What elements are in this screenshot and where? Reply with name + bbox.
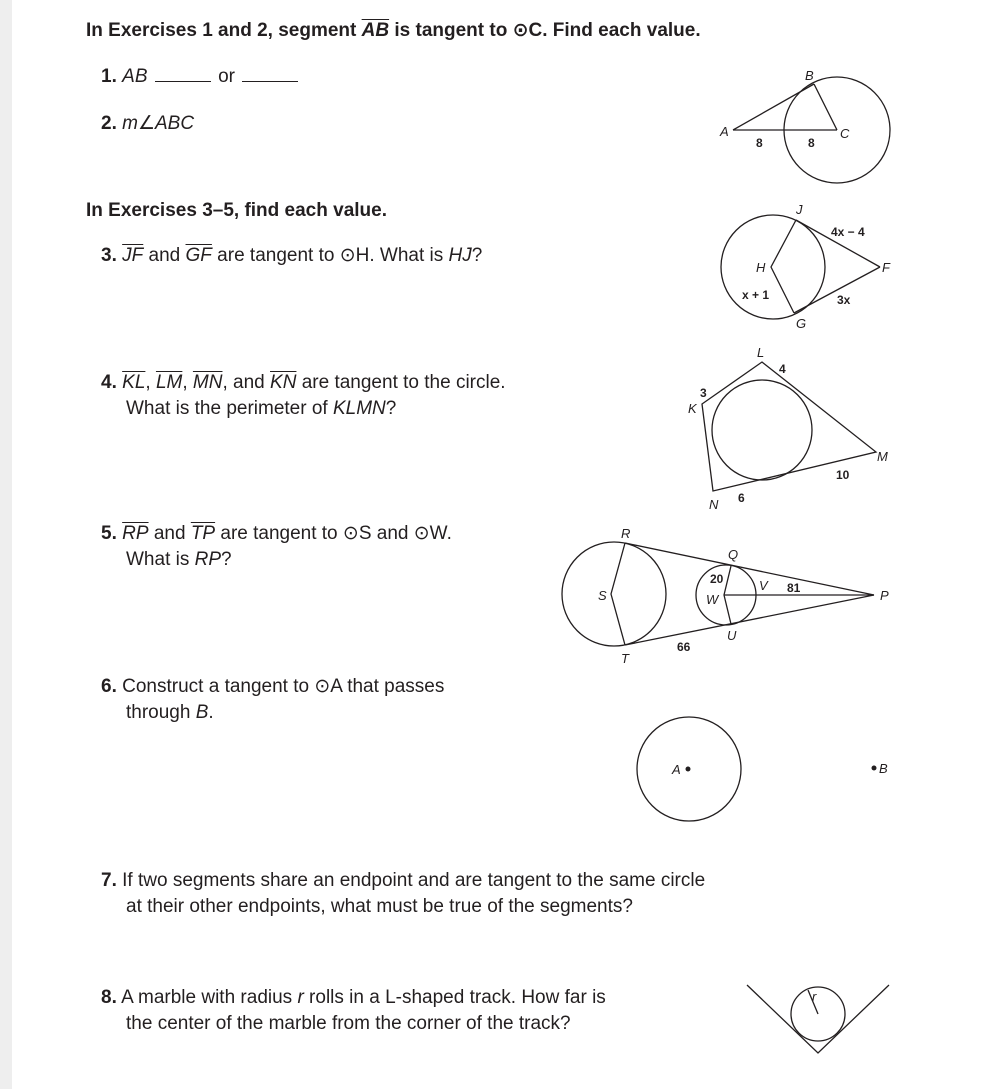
label-k: K [688, 401, 697, 416]
header-text: In Exercises 1 and 2, segment [86, 20, 362, 41]
comma: , [145, 372, 156, 393]
exercise-8 [101, 985, 606, 1010]
exercise-2 [101, 111, 194, 136]
exercise-5 [101, 521, 452, 546]
segment-tp: $\overline{TP}$ [190, 523, 216, 544]
exercise-text: rolls in a L-shaped track. How far is [303, 987, 606, 1008]
label-c: C [840, 126, 850, 141]
period: . [208, 702, 214, 723]
answer-blank-1[interactable] [155, 65, 211, 82]
label-b: B [879, 761, 888, 776]
label-f: F [882, 260, 890, 275]
exercise-5-line-2 [126, 547, 232, 572]
exercise-8-line-2: the center of the marble from the corner of the track? [126, 1013, 571, 1034]
header-segment: $\overline{AB}$ [361, 20, 390, 41]
label-nk-length: 6 [738, 491, 745, 505]
answer-blank-2[interactable] [242, 65, 298, 82]
label-mn-length: 10 [836, 468, 850, 482]
figure-8-diagram [740, 975, 895, 1060]
label-u: U [727, 628, 737, 643]
label-b: B [805, 68, 814, 83]
target-segment: RP [194, 549, 222, 570]
label-l: L [757, 345, 765, 360]
exercise-number: 6. [101, 676, 117, 697]
label-length-2: 8 [808, 136, 815, 150]
exercise-4 [101, 370, 506, 395]
comma: , [182, 372, 193, 393]
label-r: R [621, 526, 631, 541]
exercise-1 [101, 64, 300, 89]
label-gf-length: 3x [837, 293, 851, 307]
exercise-text: Construct a tangent to ⊙A that passes [122, 676, 445, 697]
label-lm-length: 4 [779, 362, 786, 376]
label-tu-length: 66 [677, 640, 691, 654]
exercise-text: are tangent to the circle. [296, 372, 506, 393]
track-v-shape [747, 985, 889, 1053]
label-m: M [877, 449, 888, 464]
label-h: H [756, 260, 766, 275]
exercise-label: m∠ABC [122, 113, 195, 134]
exercise-3 [101, 243, 482, 268]
exercise-text: What is the perimeter of [126, 398, 333, 419]
segment-jf: $\overline{JF}$ [122, 245, 144, 266]
label-g: G [796, 316, 807, 331]
radii-sr-st [611, 543, 625, 645]
segment-gf: $\overline{GF}$ [185, 245, 212, 266]
exercise-text: through [126, 702, 196, 723]
page-edge [0, 0, 12, 1089]
label-length-1: 8 [756, 136, 763, 150]
exercise-6-line-2 [126, 700, 214, 725]
question-mark: ? [471, 245, 483, 266]
question-mark: ? [385, 398, 397, 419]
exercise-label: AB [122, 66, 148, 87]
exercise-text: What is [126, 549, 195, 570]
label-n: N [709, 497, 719, 512]
label-a: A [720, 124, 729, 139]
inscribed-circle [712, 380, 812, 480]
segment-bc [814, 84, 837, 130]
label-jf-length: 4x − 4 [831, 225, 865, 239]
label-t: T [621, 651, 629, 666]
label-a: A [672, 762, 681, 777]
segment-lm: $\overline{LM}$ [155, 372, 183, 393]
exercise-number: 7. [101, 870, 117, 891]
exercise-number: 5. [101, 523, 117, 544]
and-text: and [148, 523, 191, 544]
label-vp-length: 81 [787, 581, 801, 595]
label-v: V [759, 578, 768, 593]
figure-5-diagram [555, 520, 900, 670]
exercise-6 [101, 674, 444, 699]
exercise-number: 1. [101, 66, 117, 87]
segment-ab [733, 84, 814, 130]
or-text: or [218, 66, 235, 87]
exercise-text: are tangent to ⊙H. What is [211, 245, 449, 266]
label-s: S [598, 588, 607, 603]
label-qw-length: 20 [710, 572, 724, 586]
exercise-text: If two segments share an endpoint and are tangent to the same circle [122, 870, 706, 891]
label-q: Q [728, 547, 739, 562]
figure-3-diagram [715, 200, 895, 335]
label-w: W [706, 592, 719, 607]
quad-name: KLMN [332, 398, 386, 419]
exercise-number: 2. [101, 113, 117, 134]
circle-s [562, 542, 666, 646]
circle-h [721, 215, 825, 319]
exercise-7 [101, 868, 705, 893]
exercise-number: 8. [101, 987, 117, 1008]
segment-rp: $\overline{RP}$ [122, 523, 149, 544]
section-header-2: In Exercises 3–5, find each value. [86, 200, 387, 221]
figure-1-diagram [715, 65, 905, 190]
point-name: B [195, 702, 209, 723]
question-mark: ? [221, 549, 232, 570]
label-j: J [796, 202, 803, 217]
radii-hj-hg [771, 220, 796, 313]
point-b [872, 766, 877, 771]
section-header-1 [86, 18, 701, 43]
and-text: and [143, 245, 186, 266]
segment-rp [625, 543, 874, 595]
label-r: r [812, 989, 817, 1004]
label-kl-length: 3 [700, 386, 707, 400]
exercise-4-line-2 [126, 396, 396, 421]
exercise-7-line-2: at their other endpoints, what must be true of the segments? [126, 896, 633, 917]
and-text: , and [222, 372, 271, 393]
segment-mn: $\overline{MN}$ [192, 372, 223, 393]
segment-tp [625, 595, 874, 645]
header-text-end: is tangent to ⊙C. Find each value. [389, 20, 701, 41]
exercise-number: 4. [101, 372, 117, 393]
segment-kn: $\overline{KN}$ [270, 372, 297, 393]
radius-variable: r [297, 987, 304, 1008]
center-point-a [686, 767, 691, 772]
label-hg-length: x + 1 [742, 288, 770, 302]
exercise-text: are tangent to ⊙S and ⊙W. [215, 523, 452, 544]
segment-kl: $\overline{KL}$ [122, 372, 146, 393]
label-p: P [880, 588, 889, 603]
figure-6-diagram [630, 710, 900, 825]
exercise-number: 3. [101, 245, 117, 266]
exercise-text: A marble with radius [121, 987, 298, 1008]
target-segment: HJ [448, 245, 472, 266]
figure-4-diagram [680, 340, 895, 515]
